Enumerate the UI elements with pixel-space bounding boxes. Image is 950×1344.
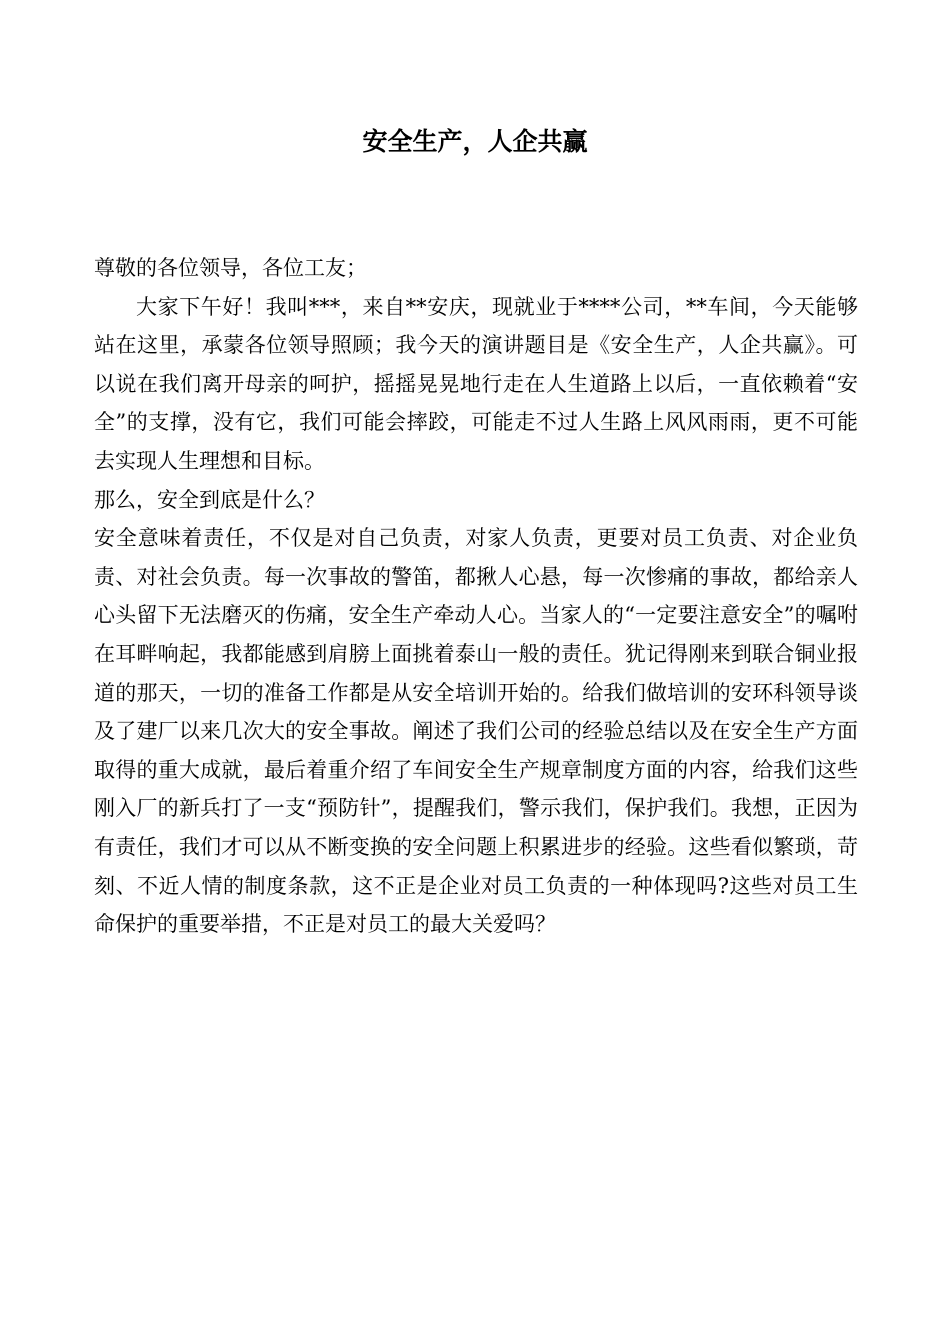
responsibility-paragraph: 安全意味着责任，不仅是对自己负责，对家人负责，更要对员工负责、对企业负责、对社会负责。每一次事故的警笛，都揪人心悬，每一次惨痛的事故，都给亲人心头留下无法磨灭的伤痛，安全生产牵动人心。当家人的“一定要注意安全”的嘱咐在耳畔响起，我都能感到肩膀上面挑着泰山一般的责任。犹记得刚来到联合铜业报道的那天，一切的准备工作都是从安全培训开始的。给我们做培训的安环科领导谈及了建厂以来几次大的安全事故。阐述了我们公司的经验总结以及在安全生产方面取得的重大成就，最后着重介绍了车间安全生产规章制度方面的内容，给我们这些刚入厂的新兵打了一支“预防针”，提醒我们，警示我们，保护我们。我想，正因为有责任，我们才可以从不断变换的安全问题上积累进步的经验。这些看似繁琐，苛刻、不近人情的制度条款，这不正是企业对员工负责的一种体现吗?这些对员工生命保护的重要举措，不正是对员工的最大关爱吗？ [94,526,858,937]
document-body [94,249,858,944]
document-title: 安全生产，人企共赢 [362,127,588,156]
introduction-paragraph: 大家下午好！我叫***，来自**安庆，现就业于****公司，**车间，今天能够站在这里，承蒙各位领导照顾；我今天的演讲题目是《安全生产，人企共赢》。可以说在我们离开母亲的呵护，摇摇晃晃地行走在人生道路上以后，一直依赖着“安全”的支撑，没有它，我们可能会摔跤，可能走不过人生路上风风雨雨，更不可能去实现人生理想和目标。 [94,294,858,473]
salutation-paragraph: 尊敬的各位领导，各位工友； [94,256,367,280]
question-paragraph: 那么，安全到底是什么？ [94,487,325,512]
